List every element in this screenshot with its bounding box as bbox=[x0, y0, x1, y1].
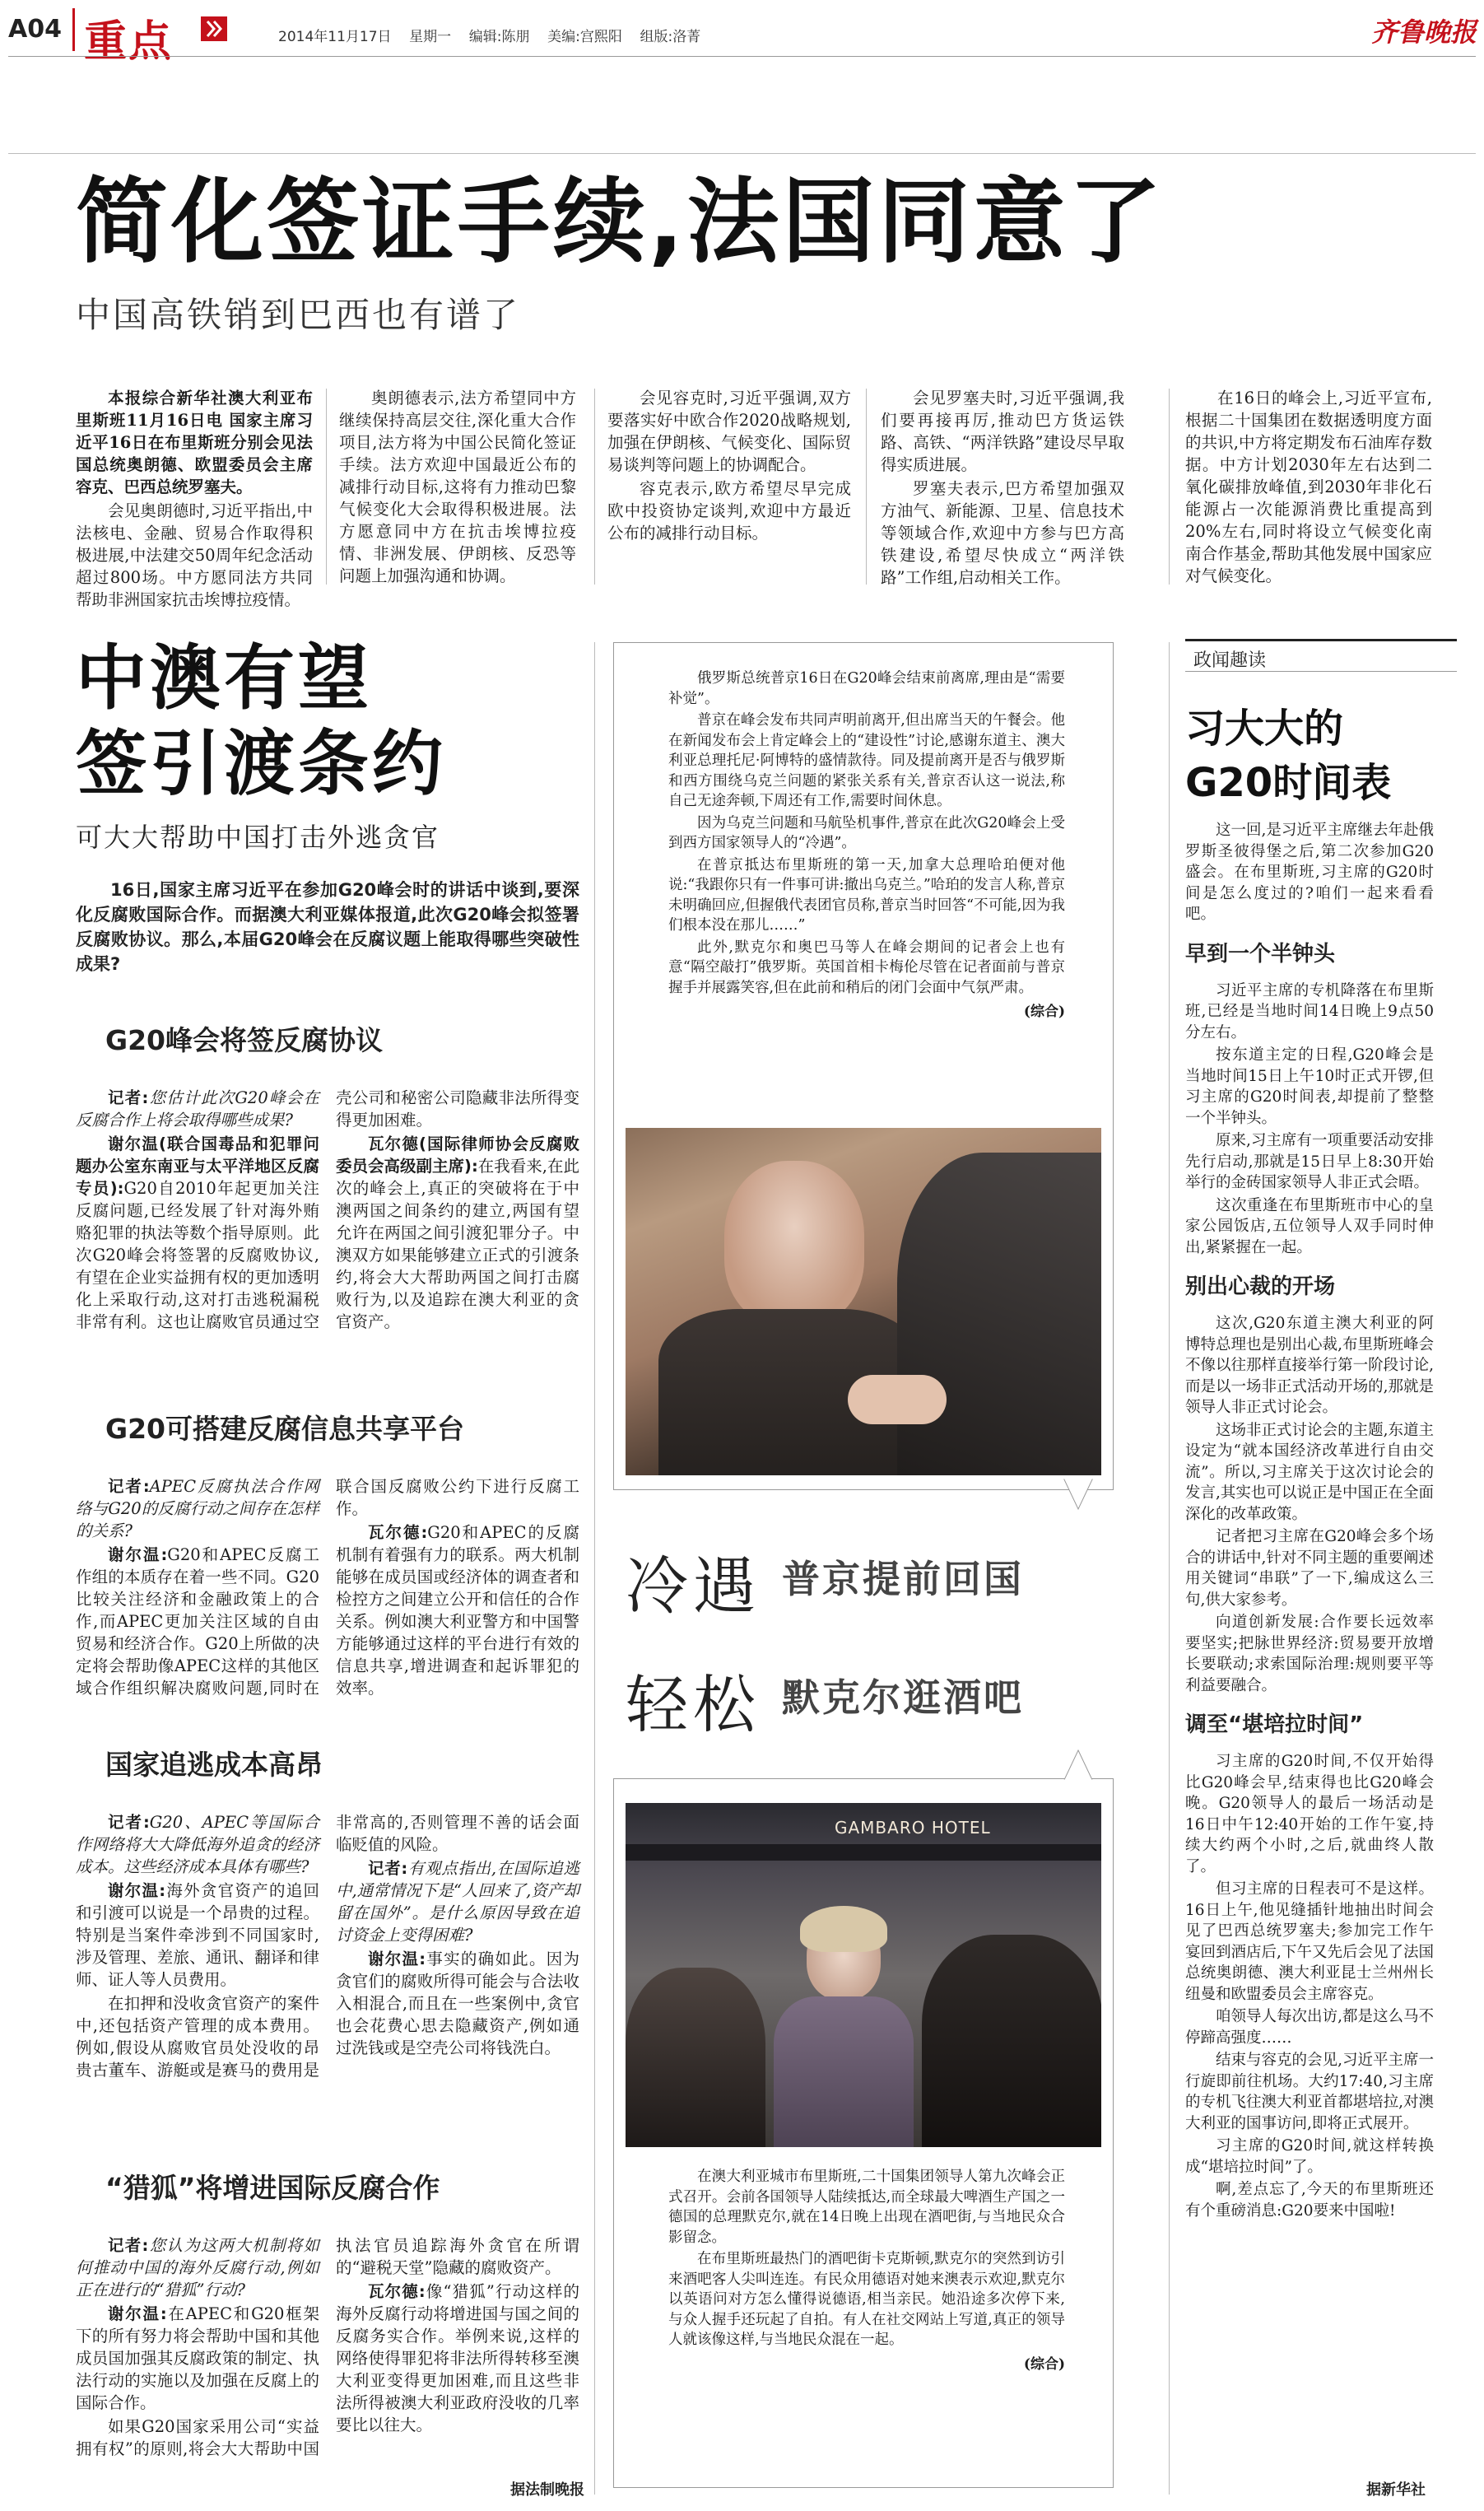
qa-text: 在APEC和G20框架下的所有努力将会帮助中国和其他成员国加强其反腐政策的制定、执法行动的实施以及加强在反腐上的国际合作。 bbox=[76, 2304, 319, 2412]
callout-pointer-icon bbox=[1062, 1749, 1095, 1785]
column-name: 政闻趣读 bbox=[1193, 650, 1267, 671]
qa-lead: 瓦尔德: bbox=[368, 1523, 428, 1542]
qa-para bbox=[336, 1857, 579, 1946]
center-para: 普京在峰会发布共同声明前离开,但出席当天的午餐会。他在新闻发布会上肯定峰会上的“建设性”讨论,感谢东道主、澳大利亚总理托尼·阿博特的盛情款待。同及提前离开是否与俄罗斯和西方围绕乌克兰问题的紧张关系有关,普京否认这一说法,称自己无途奔顿,下周还有工作,需要时间休息。 bbox=[668, 712, 1065, 809]
right-subhead: 早到一个半钟头 bbox=[1185, 941, 1336, 967]
left-section-title: “猎狐”将增进国际反腐合作 bbox=[105, 2172, 440, 2204]
section-divider bbox=[72, 8, 75, 51]
qa-lead: 记者: bbox=[108, 1477, 150, 1496]
qa-lead: 记者: bbox=[108, 2236, 149, 2255]
divider bbox=[594, 389, 595, 585]
left-section-body bbox=[76, 2234, 579, 2473]
qa-para bbox=[76, 2303, 319, 2414]
qa-text: 在我看来,在此次的峰会上,真正的突破将在于中澳两国之间条约的建立,两国有望允许在两国之间引渡犯罪分子。中澳双方如果能够建立正式的引渡条约,将会大大帮助两国之间打击腐败行为,以及追踪在澳大利亚的贪官资产。 bbox=[336, 1157, 580, 1331]
right-para: 这场非正式讨论会的主题,东道主设定为“就本国经济改革进行自由交流”。所以,习主席关于这次讨论会的发言,其实也可以说正是中国正在全面深化的改革政策。 bbox=[1185, 1421, 1434, 1523]
right-para: 按东道主定的日程,G20峰会是当地时间15日上午10时正式开锣,但习主席的G20时间表,却提前了整整一个半钟头。 bbox=[1185, 1046, 1434, 1127]
qa-lead: 谢尔温: bbox=[108, 1881, 166, 1900]
main-para: 会见容克时,习近平强调,双方要落实好中欧合作2020战略规划,加强在伊朗核、气候变化、国际贸易谈判等问题上的协调配合。 bbox=[607, 389, 851, 474]
right-body bbox=[1185, 820, 1434, 2223]
qa-text: G20和APEC反腐工作组的本质存在着一些不同。G20比较关注经济和金融政策上的合作,而APEC更加关注区域的自由贸易和经济合作。G20上所做的决定将会帮助像APEC这样的其他区域合作组织解决腐败问题,同时在联合国反腐败公约下进行反腐工作。 bbox=[76, 1477, 579, 1698]
center-para: 在澳大利亚城市布里斯班,二十国集团领导人第九次峰会正式召开。会前各国领导人陆续抵达,而全球最大啤酒生产国之一德国的总理默克尔,就在14日晚上出现在酒吧街,与当地民众合影留念。 bbox=[668, 2169, 1065, 2246]
qa-lead: 记者: bbox=[108, 1088, 149, 1107]
right-para: 啊,差点忘了,今天的布里斯班还有个重磅消息:G20要来中国啦! bbox=[1185, 2181, 1434, 2220]
main-col-2 bbox=[339, 387, 576, 589]
qa-text: 事实的确如此。因为贪官们的腐败所得可能会与合法收入相混合,而且在一些案例中,贪官也会花费心思去隐藏资产,例如通过洗钱或是空壳公司将钱洗白。 bbox=[336, 1950, 579, 2057]
qa-text: 有观点指出,在国际追逃中,通常情况下是“人回来了,资产却留在国外”。是什么原因导致在追讨资金上变得困难? bbox=[336, 1859, 579, 1945]
handshake-figure bbox=[897, 1153, 1101, 1475]
page-header bbox=[0, 0, 1484, 67]
merkel-photo bbox=[626, 1803, 1101, 2147]
right-column-label bbox=[1185, 639, 1457, 672]
merkel-hair bbox=[800, 1906, 887, 1952]
qa-para bbox=[336, 2280, 579, 2436]
right-title-2: G20时间表 bbox=[1185, 760, 1392, 806]
qa-para bbox=[336, 1521, 579, 1699]
qa-lead: 记者: bbox=[108, 1813, 150, 1832]
left-section-title: G20可搭建反腐信息共享平台 bbox=[105, 1413, 465, 1445]
left-section-title: 国家追逃成本高昂 bbox=[105, 1749, 323, 1781]
qa-para bbox=[76, 1475, 319, 1542]
relax-word: 轻松 bbox=[626, 1668, 761, 1741]
header-art: 美编:宫熙阳 bbox=[547, 29, 622, 45]
header-meta bbox=[278, 25, 700, 45]
header-weekday: 星期一 bbox=[409, 29, 452, 45]
main-col-5 bbox=[1185, 387, 1432, 589]
left-subtitle: 可大大帮助中国打击外逃贪官 bbox=[76, 822, 440, 853]
qa-text: G20自2010年起更加关注反腐问题,已经发展了针对海外贿赂犯罪的执法等数个指导原则。此次G20峰会将签署的反腐败协议,有望在企业实益拥有权的更加透明化上采取行动,这对打击逃税漏税非常有利。这也让腐败官员通过空壳公司和秘密公司隐藏非法所得变得更加困难。 bbox=[76, 1088, 579, 1331]
divider bbox=[594, 642, 595, 2495]
qa-para bbox=[336, 1133, 579, 1333]
main-para: 奥朗德表示,法方希望同中方继续保持高层交往,深化重大合作项目,法方将为中国公民简化签证手续。法方欢迎中国最近公布的减排行动目标,这将有力推动巴黎气候变化大会取得积极进展。法方愿意同中方在抗击埃博拉疫情、非洲发展、伊朗核、反恐等问题上加强沟通和协调。 bbox=[339, 389, 576, 585]
center-para: 在布里斯班最热门的酒吧街卡克斯顿,默克尔的突然到访引来酒吧客人尖叫连连。有民众用德语对她来澳表示欢迎,默克尔以英语问对方怎么懂得说德语,相当亲民。她沿途多次停下来,与众人握手还玩起了自拍。有人在社交网站上写道,真正的领导人就该像这样,与当地民众混在一起。 bbox=[668, 2251, 1065, 2348]
qa-para bbox=[76, 1811, 319, 1878]
qa-text: G20、APEC等国际合作网络将大大降低海外追贪的经济成本。这些经济成本具体有哪些? bbox=[76, 1813, 319, 1876]
qa-para bbox=[76, 2234, 319, 2301]
cold-phrase: 普京提前回国 bbox=[782, 1557, 1024, 1601]
left-section-title: G20峰会将签反腐协议 bbox=[105, 1024, 384, 1056]
header-rule-2 bbox=[8, 153, 1476, 154]
center-credit-bottom: (综合) bbox=[1023, 2355, 1065, 2373]
crowd-figure bbox=[922, 1935, 1101, 2147]
section-label: 重点 bbox=[84, 17, 174, 67]
main-para: 本报综合新华社澳大利亚布里斯班11月16日电 国家主席习近平16日在布里斯班分别会见法国总统奥朗德、欧盟委员会主席容克、巴西总统罗塞夫。 bbox=[76, 389, 313, 496]
main-para: 会见奥朗德时,习近平指出,中法核电、金融、贸易合作取得积极进展,中法建交50周年纪念活动超过800场。中方愿同法方共同帮助非洲国家抗击埃博拉疫情。 bbox=[76, 501, 313, 609]
left-title-line1: 中澳有望 bbox=[76, 637, 372, 720]
qa-lead: 谢尔温: bbox=[368, 1950, 426, 1968]
brand-logo: 齐鲁晚报 bbox=[1371, 16, 1477, 48]
main-col-1 bbox=[76, 387, 313, 613]
left-title-line2: 签引渡条约 bbox=[76, 723, 446, 805]
right-para: 这次,G20东道主澳大利亚的阿博特总理也是别出心裁,布里斯班峰会不像以往那样直接举行第一阶段讨论,而是以一场非正式活动开场的,那就是领导人非正式讨论会。 bbox=[1185, 1315, 1434, 1416]
putin-photo bbox=[626, 1128, 1101, 1475]
hotel-sign: GAMBARO HOTEL bbox=[835, 1818, 991, 1838]
header-editor: 编辑:陈朋 bbox=[468, 29, 530, 45]
divider bbox=[1169, 642, 1170, 2495]
right-para: 这次重逢在布里斯班市中心的皇家公园饭店,五位领导人双手同时伸出,紧紧握在一起。 bbox=[1185, 1196, 1434, 1256]
center-para: 在普京抵达布里斯班的第一天,加拿大总理哈珀便对他说:“我跟你只有一件事可讲:撤出乌克兰。”哈珀的发言人称,普京未明确回应,但握俄代表团官员称,普京当时回答“不可能,因为我们根本没在那儿……” bbox=[668, 856, 1065, 934]
right-para: 这一回,是习近平主席继去年赴俄罗斯圣彼得堡之后,第二次参加G20盛会。在布里斯班,习主席的G20时间是怎么度过的?咱们一起来看看吧。 bbox=[1185, 822, 1434, 923]
right-para: 习主席的G20时间,不仅开始得比G20峰会早,结束得也比G20峰会晚。G20领导人的最后一场活动是16日中午12:40开始的工作午宴,持续大约两个小时,之后,就曲终人散了。 bbox=[1185, 1753, 1434, 1875]
qa-text: APEC反腐执法合作网络与G20的反腐行动之间存在怎样的关系? bbox=[76, 1477, 319, 1540]
main-col-4 bbox=[881, 387, 1124, 590]
right-para: 咱领导人每次出访,都是这么马不停蹄高强度…… bbox=[1185, 2008, 1434, 2047]
center-para: 此外,默克尔和奥巴马等人在峰会期间的记者会上也有意“隔空敲打”俄罗斯。英国首相卡梅伦尽管在记者面前与普京握手并展露笑容,但在此前和稍后的闭门会面中气氛严肃。 bbox=[668, 939, 1065, 996]
cold-word: 冷遇 bbox=[626, 1549, 761, 1623]
page-code: A04 bbox=[8, 15, 62, 44]
qa-text: G20和APEC的反腐机制有着强有力的联系。两大机制能够在成员国或经济体的调查者和检控方之间建立公开和信任的合作关系。例如澳大利亚警方和中国警方能够通过这样的平台进行有效的信息共享,增进调查和起诉罪犯的效率。 bbox=[336, 1523, 579, 1698]
qa-para bbox=[336, 1948, 579, 2059]
crowd-figure bbox=[626, 1968, 765, 2147]
qa-text: 海外贪官资产的追回和引渡可以说是一个昂贵的过程。特别是当案件牵涉到不同国家时,涉及管理、差旅、通讯、翻译和律师、证人等人员费用。 bbox=[76, 1881, 319, 1989]
divider bbox=[326, 389, 327, 585]
right-para: 原来,习主席有一项重要活动安排先行启动,那就是15日早上8:30开始举行的金砖国家领导人非正式会晤。 bbox=[1185, 1132, 1434, 1191]
right-para: 习近平主席的专机降落在布里斯班,已经是当地时间14日晚上9点50分左右。 bbox=[1185, 981, 1434, 1041]
qa-text: 您认为这两大机制将如何推动中国的海外反腐行动,例如正在进行的“猎狐”行动? bbox=[76, 2236, 319, 2299]
header-date: 2014年11月17日 bbox=[278, 29, 392, 45]
bar-awning bbox=[626, 1844, 1101, 1861]
right-title-1: 习大大的 bbox=[1185, 706, 1344, 752]
putin-figure bbox=[724, 1161, 864, 1325]
qa-para bbox=[76, 1087, 319, 1131]
right-subhead: 别出心裁的开场 bbox=[1185, 1274, 1336, 1299]
center-para: 俄罗斯总统普京16日在G20峰会结束前离席,理由是“需要补觉”。 bbox=[668, 670, 1065, 707]
center-story-bottom bbox=[668, 2167, 1065, 2373]
left-section-body bbox=[76, 1811, 579, 2132]
qa-para bbox=[76, 1880, 319, 1991]
right-para: 记者把习主席在G20峰会多个场合的讲话中,针对不同主题的重要阐述用关键词“串联”了一下,编成这么三句,供大家参考。 bbox=[1185, 1528, 1434, 1609]
main-para: 容克表示,欧方希望尽早完成欧中投资协定谈判,欢迎中方最近公布的减排行动目标。 bbox=[607, 479, 851, 543]
center-credit-top: (综合) bbox=[1023, 1004, 1065, 1020]
divider bbox=[1169, 389, 1170, 585]
qa-text: 在扣押和没收贪官资产的案件中,还包括资产管理的成本费用。例如,假设从腐败官员处没收的昂贵古董车、游艇或是赛马的费用是非常高的,否则管理不善的话会面临贬值的风险。 bbox=[76, 1813, 579, 2080]
right-credit: 据新华社 bbox=[1366, 2481, 1426, 2499]
main-para: 罗塞夫表示,巴方希望加强双方油气、新能源、卫星、信息技术等领域合作,欢迎中方参与巴方高铁建设,希望尽快成立“两洋铁路”工作组,启动相关工作。 bbox=[881, 479, 1124, 587]
relax-phrase: 默克尔逛酒吧 bbox=[782, 1675, 1024, 1720]
qa-lead: 谢尔温: bbox=[108, 2304, 167, 2323]
header-layout: 组版:洛菁 bbox=[640, 29, 701, 45]
main-subhead: 中国高铁销到巴西也有谱了 bbox=[76, 295, 521, 335]
right-para: 结束与容克的会见,习近平主席一行旋即前往机场。大约17:40,习主席的专机飞往澳大利亚首都堪培拉,对澳大利亚的国事访问,即将正式展开。 bbox=[1185, 2052, 1434, 2132]
right-para: 向道创新发展:合作要长远效率要坚实;把脉世界经济:贸易要开放增长要联动;求索国际治理:规则要平等利益要融合。 bbox=[1185, 1614, 1434, 1694]
main-para: 在16日的峰会上,习近平宣布,根据二十国集团在数据透明度方面的共识,中方将定期发布石油库存数据。中方计划2030年左右达到二氧化碳排放峰值,到2030年非化石能源占一次能源消费比重提高到20%左右,同时将设立气候变化南南合作基金,帮助其他发展中国家应对气候变化。 bbox=[1185, 389, 1432, 585]
qa-text: 您估计此次G20峰会在反腐合作上将会取得哪些成果? bbox=[76, 1088, 319, 1130]
header-rule bbox=[8, 56, 1476, 57]
qa-lead: 谢尔温: bbox=[108, 1545, 168, 1564]
center-para: 因为乌克兰问题和马航坠机事件,普京在此次G20峰会上受到西方国家领导人的“冷遇”。 bbox=[668, 814, 1065, 851]
center-story-top bbox=[668, 669, 1065, 1020]
main-para: 会见罗塞夫时,习近平强调,我们要再接再厉,推动巴方货运铁路、高铁、“两洋铁路”建设尽早取得实质进展。 bbox=[881, 389, 1124, 474]
callout-pointer-icon bbox=[1062, 1478, 1095, 1514]
right-subhead: 调至“堪培拉时间” bbox=[1185, 1712, 1364, 1737]
qa-lead: 谢尔温(联合国毒品和犯罪问题办公室东南亚与太平洋地区反腐专员): bbox=[76, 1134, 319, 1198]
left-section-body bbox=[76, 1087, 579, 1400]
main-col-3 bbox=[607, 387, 851, 546]
divider bbox=[866, 389, 867, 585]
qa-text: 如果G20国家采用公司“实益拥有权”的原则,将会大大帮助中国执法官员追踪海外贪官在所谓的“避税天堂”隐藏的腐败资产。 bbox=[76, 2236, 579, 2458]
qa-text: 像“猎狐”行动这样的海外反腐行动将增进国与国之间的反腐务实合作。举例来说,这样的网络使得罪犯将非法所得转移至澳大利亚变得更加困难,而且这些非法所得被澳大利亚政府没收的几率要比以往大。 bbox=[336, 2282, 579, 2434]
left-lead: 16日,国家主席习近平在参加G20峰会时的讲话中谈到,要深化反腐败国际合作。而据澳大利亚媒体报道,此次G20峰会拟签署反腐败协议。那么,本届G20峰会在反腐议题上能取得哪些突破性成果? bbox=[76, 880, 579, 974]
qa-lead: 瓦尔德: bbox=[368, 2282, 426, 2301]
left-section-body bbox=[76, 1475, 579, 1722]
right-para: 但习主席的日程表可不是这样。16日上午,他见缝插针地抽出时间会见了巴西总统罗塞夫;参加完工作午宴回到酒店后,下午又先后会见了法国总统奥朗德、澳大利亚昆士兰州州长纽曼和欧盟委员会主席容克。 bbox=[1185, 1880, 1434, 2003]
merkel-jacket bbox=[774, 1996, 914, 2147]
main-headline: 简化签证手续,法国同意了 bbox=[76, 169, 1165, 276]
handshake-hands bbox=[848, 1375, 947, 1424]
right-para: 习主席的G20时间,就这样转换成“堪培拉时间”了。 bbox=[1185, 2137, 1434, 2176]
qa-lead: 记者: bbox=[368, 1859, 408, 1878]
left-credit: 据法制晚报 bbox=[510, 2481, 584, 2499]
qa-lead: 瓦尔德(国际律师协会反腐败委员会高级副主席): bbox=[336, 1134, 579, 1176]
section-arrow-icon bbox=[201, 16, 227, 41]
